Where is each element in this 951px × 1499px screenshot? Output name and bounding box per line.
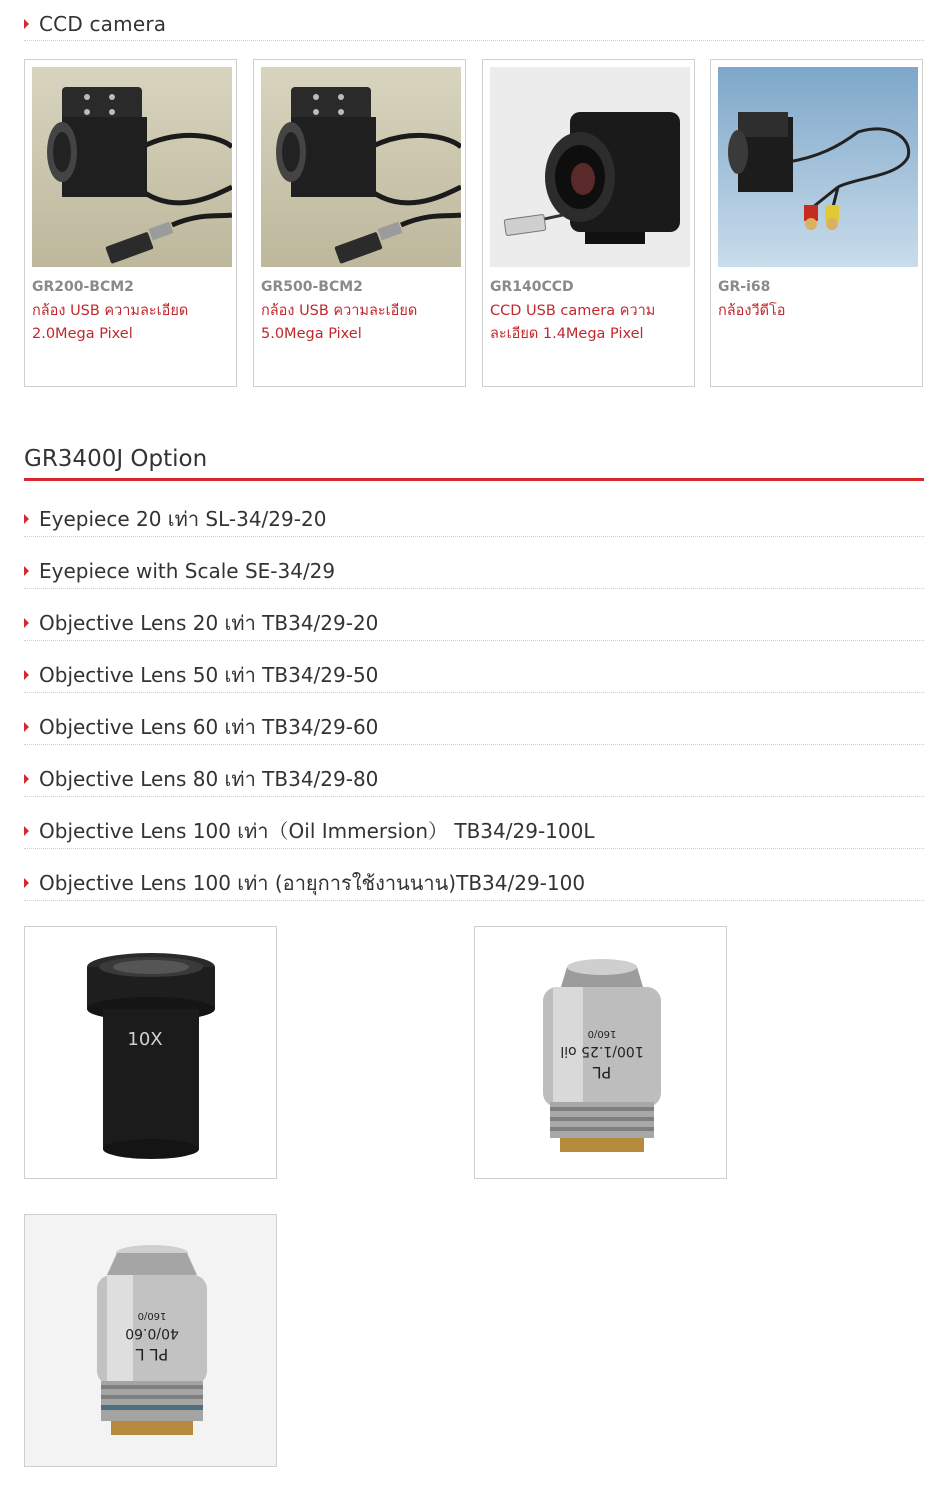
objective-100-mark-line1: PL: [592, 1063, 612, 1082]
option-item-label[interactable]: Eyepiece with Scale SE-34/29: [39, 559, 336, 583]
product-card-gr-i68[interactable]: [710, 59, 923, 387]
camera-photo-gr200: [32, 67, 232, 267]
option-item[interactable]: [24, 659, 924, 693]
product-code: GR-i68: [718, 279, 771, 295]
bullet-arrow-icon: [24, 826, 29, 836]
option-section-title: GR3400J Option: [24, 440, 924, 481]
camera-photo-gr-i68: [718, 67, 918, 267]
camera-photo-gr140ccd: [490, 67, 690, 267]
option-item[interactable]: [24, 711, 924, 745]
eyepiece-photo[interactable]: [24, 926, 277, 1179]
objective-100-mark-line3: 160/0: [587, 1028, 617, 1039]
bullet-arrow-icon: [24, 774, 29, 784]
option-item-label[interactable]: Objective Lens 50 เท่า TB34/29-50: [39, 663, 379, 687]
bullet-arrow-icon: [24, 878, 29, 888]
objective-100-photo[interactable]: [474, 926, 727, 1179]
option-item[interactable]: [24, 867, 924, 901]
option-item[interactable]: [24, 763, 924, 797]
option-item[interactable]: [24, 555, 924, 589]
bullet-arrow-icon: [24, 618, 29, 628]
ccd-section-title-text: CCD camera: [39, 12, 167, 36]
ccd-product-grid: [24, 59, 926, 389]
product-card-gr140ccd[interactable]: [482, 59, 695, 387]
ccd-section-title: [24, 8, 924, 41]
objective-40-mark-line1: PL L: [135, 1345, 169, 1364]
bullet-arrow-icon: [24, 19, 29, 29]
bullet-arrow-icon: [24, 566, 29, 576]
option-item-label[interactable]: Objective Lens 80 เท่า TB34/29-80: [39, 767, 379, 791]
option-item[interactable]: [24, 815, 924, 849]
bullet-arrow-icon: [24, 722, 29, 732]
bullet-arrow-icon: [24, 670, 29, 680]
product-card-gr200[interactable]: [24, 59, 237, 387]
product-description[interactable]: CCD USB camera ความละเอียด 1.4Mega Pixel: [490, 303, 656, 342]
objective-40-photo[interactable]: [24, 1214, 277, 1467]
option-item-label[interactable]: Objective Lens 20 เท่า TB34/29-20: [39, 611, 379, 635]
product-description[interactable]: กล้อง USB ความละเอียด 2.0Mega Pixel: [32, 303, 189, 342]
product-description[interactable]: กล้องวีดีโอ: [718, 303, 786, 319]
camera-photo-gr500: [261, 67, 461, 267]
option-item[interactable]: [24, 607, 924, 641]
product-code: GR200-BCM2: [32, 279, 134, 295]
product-code: GR500-BCM2: [261, 279, 363, 295]
eyepiece-mark-text: 10X: [127, 1029, 163, 1050]
option-item-label[interactable]: Objective Lens 60 เท่า TB34/29-60: [39, 715, 379, 739]
option-item-label[interactable]: Eyepiece 20 เท่า SL-34/29-20: [39, 507, 327, 531]
option-item-label[interactable]: Objective Lens 100 เท่า (อายุการใช้งานนาน)TB34/29-100: [39, 871, 586, 895]
option-item[interactable]: [24, 503, 924, 537]
product-code: GR140CCD: [490, 279, 574, 295]
product-card-gr500[interactable]: [253, 59, 466, 387]
product-description[interactable]: กล้อง USB ความละเอียด 5.0Mega Pixel: [261, 303, 418, 342]
objective-100-mark-line2: 100/1.25 oil: [560, 1043, 644, 1059]
bullet-arrow-icon: [24, 514, 29, 524]
option-item-label[interactable]: Objective Lens 100 เท่า（Oil Immersion） TB34/29-100L: [39, 819, 595, 843]
objective-40-mark-line2: 40/0.60: [125, 1325, 179, 1341]
objective-40-mark-line3: 160/0: [137, 1310, 167, 1321]
option-list: [24, 503, 924, 919]
